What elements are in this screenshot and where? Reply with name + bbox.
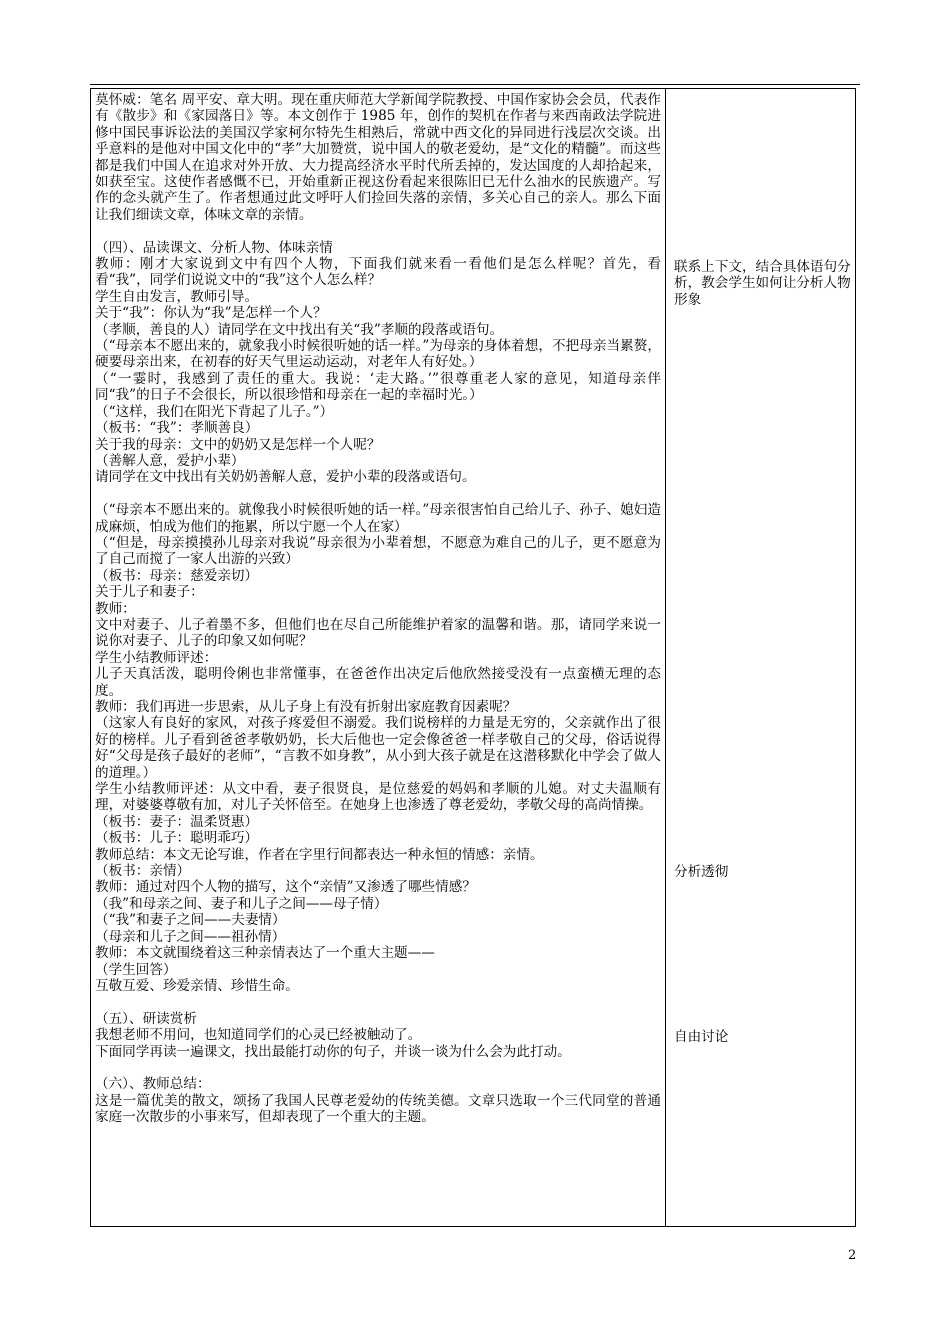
content-paragraph: （“母亲本不愿出来的。就像我小时候很听她的话一样。”母亲很害怕自己给儿子、孙子、媳妇造成麻烦，怕成为他们的拖累，所以宁愿一个人在家） <box>95 502 661 535</box>
content-paragraph: 教师总结：本文无论写谁，作者在字里行间都表达一种永恒的情感：亲情。 <box>95 846 544 863</box>
content-paragraph: （“我”和妻子之间——夫妻情） <box>95 912 286 929</box>
content-paragraph: （母亲和儿子之间——祖孙情） <box>95 928 286 945</box>
content-paragraph: 请同学在文中找出有关奶奶善解人意，爱护小辈的段落或语句。 <box>95 469 476 486</box>
blank-line <box>95 994 661 1010</box>
content-paragraph: （五）、研读赏析 <box>95 1010 197 1027</box>
content-paragraph: 下面同学再读一遍课文，找出最能打动你的句子，并谈一谈为什么会为此打动。 <box>95 1043 571 1060</box>
blank-line <box>95 223 661 239</box>
content-paragraph: （六）、教师总结： <box>95 1076 211 1093</box>
content-paragraph: （“但是，母亲摸摸孙儿母亲对我说”母亲很为小辈着想，不愿意为难自己的儿子，更不愿意为了自己而搅了一家人出游的兴致） <box>95 534 661 568</box>
page-number: 2 <box>848 1248 857 1263</box>
content-paragraph: 这是一篇优美的散文，颂扬了我国人民尊老爱幼的传统美德。文章只选取一个三代同堂的普通家庭一次散步的小事来写，但却表现了一个重大的主题。 <box>95 1092 661 1126</box>
content-paragraph: 关于“我”：你认为“我”是怎样一个人？ <box>95 305 327 322</box>
design-note-thorough: 分析透彻 <box>674 864 729 880</box>
content-paragraph: 学生自由发言，教师引导。 <box>95 288 259 305</box>
content-paragraph: 我想老师不用问，也知道同学们的心灵已经被触动了。 <box>95 1027 422 1044</box>
content-paragraph: （板书：亲情） <box>95 863 191 880</box>
content-paragraph: （“这样，我们在阳光下背起了儿子。”） <box>95 403 334 420</box>
content-paragraph: （“母亲本不愿出来的，就象我小时候很听她的话一样。”为母亲的身体着想，不把母亲当累赘，硬要母亲出来，在初春的好天气里运动运动，对老年人有好处。） <box>95 338 661 371</box>
content-paragraph: 教师： <box>95 600 136 617</box>
content-paragraph: 学生小结教师评述： <box>95 649 218 666</box>
blank-line <box>95 486 661 502</box>
content-paragraph: （四）、品读课文、分析人物、体味亲情 <box>95 239 333 256</box>
content-paragraph: 莫怀威：笔名 周平安、章大明。现在重庆师范大学新闻学院教授、中国作家协会会员，代表作有《散步》和《家园落日》等。本文创作于 1985 年，创作的契机在作者与来西南政法学院进修中国民事诉讼法的美国汉学家柯尔特先生相熟后，常就中西文化的异同进行浅层次交谈。出乎意料的是他对中国文化中的“孝”大加赞赏，说中国人的敬老爱幼，是“文化的精髓”。而这些都是我们中国人在追求对外开放、大力提高经济水平时代所丢掉的，发达国度的人却拾起来，如获至宝。这使作者感慨不已，开始重新正视这份看起来很陈旧已无什么油水的民族遗产。写作的念头就产生了。作者想通过此文呼吁人们捡回失落的亲情，多关心自己的亲人。那么下面让我们细读文章，体味文章的亲情。 <box>95 92 661 223</box>
content-paragraph: （板书：妻子：温柔贤惠） <box>95 813 259 830</box>
design-note-analysis: 联系上下文，结合具体语句分析，教会学生如何让分析人物形象 <box>674 259 851 308</box>
content-paragraph: 互敬互爱、珍爱亲情、珍惜生命。 <box>95 977 299 994</box>
content-paragraph: 教师：我们再进一步思索，从儿子身上有没有折射出家庭教育因素呢？ <box>95 699 517 715</box>
design-note-discussion: 自由讨论 <box>674 1029 729 1045</box>
content-paragraph: （板书：母亲：慈爱亲切） <box>95 567 259 584</box>
content-paragraph: 教师：通过对四个人物的描写，这个“亲情”又渗透了哪些情感？ <box>95 879 476 896</box>
content-paragraph: （我”和母亲之间、妻子和儿子之间——母子情） <box>95 895 388 912</box>
content-paragraph: 教师：本文就围绕着这三种亲情表达了一个重大主题—— <box>95 945 435 962</box>
content-paragraph: （善解人意，爱护小辈） <box>95 452 245 469</box>
content-paragraph: 学生小结教师评述：从文中看，妻子很贤良，是位慈爱的妈妈和孝顺的儿媳。对丈夫温顺有理，对婆婆尊敬有加，对儿子关怀倍至。在她身上也渗透了尊老爱幼，孝敬父母的高尚情操。 <box>95 781 661 814</box>
content-paragraph: （学生回答） <box>95 961 177 978</box>
content-paragraph: 关于儿子和妻子： <box>95 584 204 601</box>
teaching-content-cell <box>91 89 666 1227</box>
content-paragraph: 教师：刚才大家说到文中有四个人物，下面我们就来看一看他们是怎么样呢？首先，看看“我”，同学们说说文中的“我”这个人怎么样？ <box>95 256 661 289</box>
content-paragraph: 儿子天真活泼，聪明伶俐也非常懂事，在爸爸作出决定后他欣然接受没有一点蛮横无理的态度。 <box>95 666 661 699</box>
content-paragraph: （“一霎时，我感到了责任的重大。我说：‘走大路。’”很尊重老人家的意见，知道母亲伴同“我”的日子不会很长，所以很珍惜和母亲在一起的幸福时光。） <box>95 370 661 404</box>
header-rule <box>90 84 860 85</box>
content-paragraph: （板书：儿子：聪明乖巧） <box>95 830 259 847</box>
content-paragraph: （板书：“我”：孝顺善良） <box>95 420 259 437</box>
content-paragraph: 关于我的母亲：文中的奶奶又是怎样一个人呢？ <box>95 436 381 453</box>
content-paragraph: 文中对妻子、儿子着墨不多，但他们也在尽自己所能维护着家的温馨和谐。那，请同学来说一说你对妻子、儿子的印象又如何呢？ <box>95 616 661 650</box>
blank-line <box>95 1060 661 1076</box>
design-notes-cell <box>666 89 856 1227</box>
content-paragraph: （孝顺，善良的人）请同学在文中找出有关“我”孝顺的段落或语句。 <box>95 321 504 338</box>
content-paragraph: （这家人有良好的家风，对孩子疼爱但不溺爱。我们说榜样的力量是无穷的，父亲就作出了很好的榜样。儿子看到爸爸孝敬奶奶，长大后他也一定会像爸爸一样孝敬自己的父母，俗话说得好“父母是孩子最好的老师”，“言教不如身教”，从小到大孩子就是在这潜移默化中学会了做人的道理。） <box>95 715 661 781</box>
teaching-content <box>91 89 665 1126</box>
lesson-plan-table <box>90 88 856 1227</box>
